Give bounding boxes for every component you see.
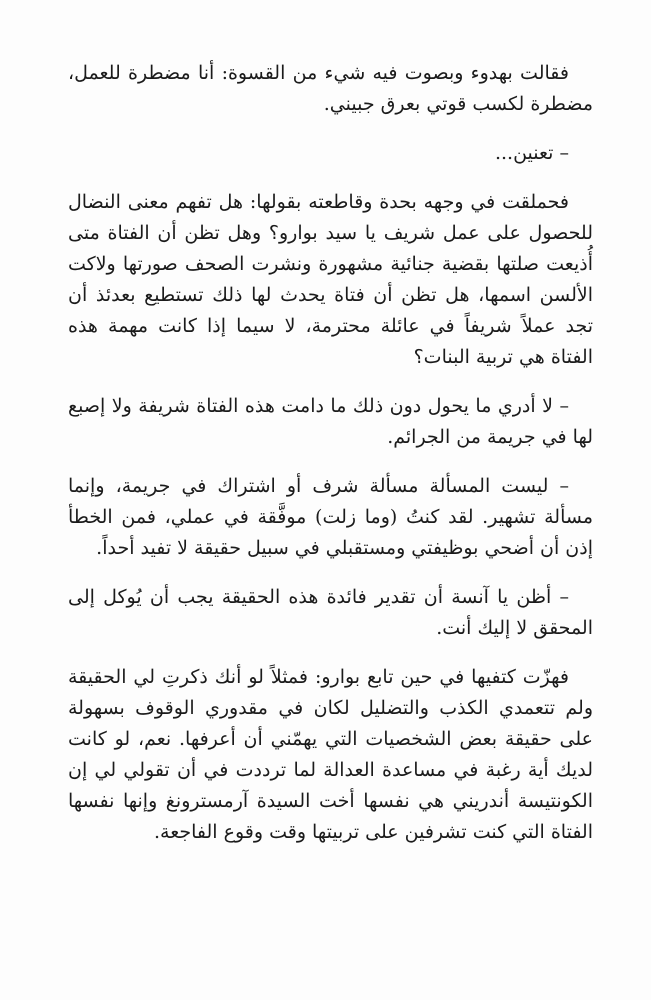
paragraph: فحملقت في وجهه بحدة وقاطعته بقولها: هل تفهم معنى النضال للحصول على عمل شريف يا سيد بوارو؟ وهل تظن أن الفتاة متى أُذيعت صلتها بقضية جنائية مشهورة ونشرت الصحف صورتها ولاكت الألسن اسمها، هل تظن أن فتاة يحدث لها ذلك تستطيع بعدئذ أن تجد عملاً شريفاً في عائلة محترمة، لا سيما إذا كانت مهمة هذه الفتاة هي تربية البنات؟ — [68, 191, 593, 368]
dialogue-paragraph: – ليست المسألة مسألة شرف أو اشتراك في جريمة، وإنما مسألة تشهير. لقد كنتُ (وما زلت) موفَّقة في عملي، فمن الخطأ إذن أن أضحي بوظيفتي ومستقبلي في سبيل حقيقة لا تفيد أحداً. — [68, 475, 593, 559]
dialogue-paragraph: – تعنين... — [494, 142, 569, 164]
paragraph: فقالت بهدوء وبصوت فيه شيء من القسوة: أنا مضطرة للعمل، مضطرة لكسب قوتي بعرق جبيني. — [68, 62, 593, 115]
paragraph: فهزّت كتفيها في حين تابع بوارو: فمثلاً لو أنك ذكرتِ لي الحقيقة ولم تتعمدي الكذب والتضليل لكان في مقدوري الوقوف بسهولة على حقيقة بعض الشخصيات التي يهمّني أن أعرفها. نعم، لو كانت لديك أية رغبة في مساعدة العدالة لما ترددت في أن تقولي لي إن الكونتيسة أندريني هي نفسها أخت السيدة آرمسترونغ وإنها نفسها الفتاة التي كنت تشرفين على تربيتها وقت وقوع الفاجعة. — [68, 666, 593, 843]
dialogue-paragraph: – أظن يا آنسة أن تقدير فائدة هذه الحقيقة يجب أن يُوكل إلى المحقق لا إليك أنت. — [68, 586, 593, 639]
body-text — [68, 58, 593, 848]
dialogue-paragraph: – لا أدري ما يحول دون ذلك ما دامت هذه الفتاة شريفة ولا إصبع لها في جريمة من الجرائم. — [68, 395, 593, 448]
